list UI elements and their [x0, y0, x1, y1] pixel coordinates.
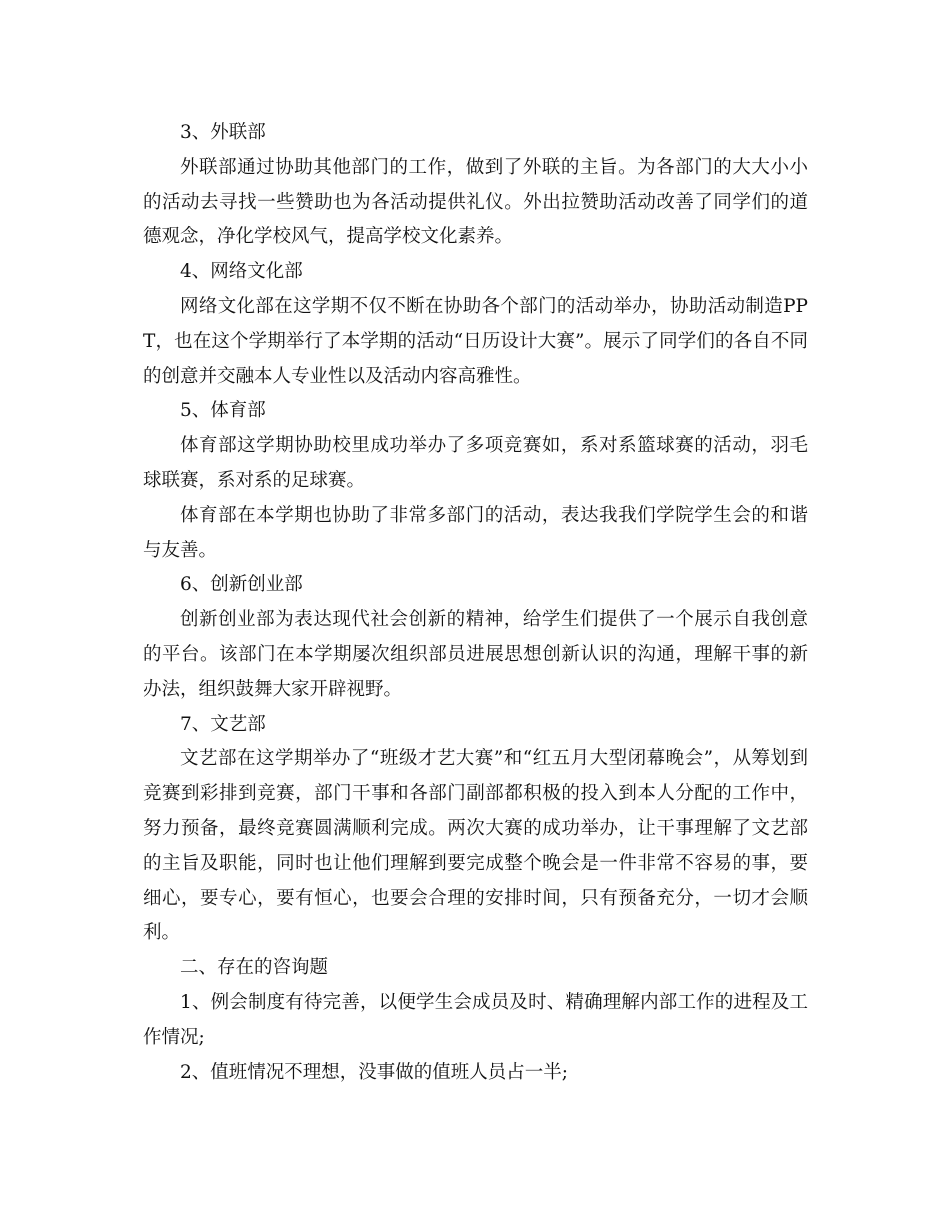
list-item-duty-situation: 2、值班情况不理想，没事做的值班人员占一半; [180, 1061, 569, 1083]
paragraph-innovation: 创新创业部为表达现代社会创新的精神，给学生们提供了一个展示自我创意的平台。该部门在本学期屡次组织部员进展思想创新认识的沟通，理解干事的新办法，组织鼓舞大家开辟视野。 [143, 609, 808, 700]
section-heading-network-culture: 4、网络文化部 [180, 261, 303, 283]
section-heading-problems: 二、存在的咨询题 [180, 957, 329, 979]
paragraph-sports-1: 体育部这学期协助校里成功举办了多项竞赛如，系对系篮球赛的活动，羽毛球联赛，系对系的足球赛。 [143, 435, 808, 491]
section-heading-sports: 5、体育部 [180, 400, 266, 422]
section-heading-innovation: 6、创新创业部 [180, 574, 303, 596]
paragraph-sports-2: 体育部在本学期也协助了非常多部门的活动，表达我我们学院学生会的和谐与友善。 [143, 504, 808, 561]
list-item-meeting-system: 1、例会制度有待完善，以便学生会成员及时、精确理解内部工作的进程及工作情况; [143, 991, 808, 1048]
paragraph-external-relations: 外联部通过协助其他部门的工作，做到了外联的主旨。为各部门的大大小小的活动去寻找一些赞助也为各活动提供礼仪。外出拉赞助活动改善了同学们的道德观念，净化学校风气，提高学校文化素养。 [143, 156, 808, 248]
section-heading-external-relations: 3、外联部 [180, 122, 266, 143]
paragraph-network-culture: 网络文化部在这学期不仅不断在协助各个部门的活动举办，协助活动制造PPT，也在这个学期举行了本学期的活动“日历设计大赛”。展示了同学们的各自不同的创意并交融本人专业性以及活动内容高雅性。 [143, 295, 808, 387]
document-body [143, 116, 808, 1090]
paragraph-arts: 文艺部在这学期举办了“班级才艺大赛”和“红五月大型闭幕晚会”，从筹划到竞赛到彩排到竞赛，部门干事和各部门副部都积极的投入到本人分配的工作中，努力预备，最终竞赛圆满顺利完成。两次大赛的成功举办，让干事理解了文艺部的主旨及职能，同时也让他们理解到要完成整个晚会是一件非常不容易的事，要细心，要专心，要有恒心，也要会合理的安排时间，只有预备充分，一切才会顺利。 [143, 748, 808, 944]
section-heading-arts: 7、文艺部 [180, 713, 266, 735]
